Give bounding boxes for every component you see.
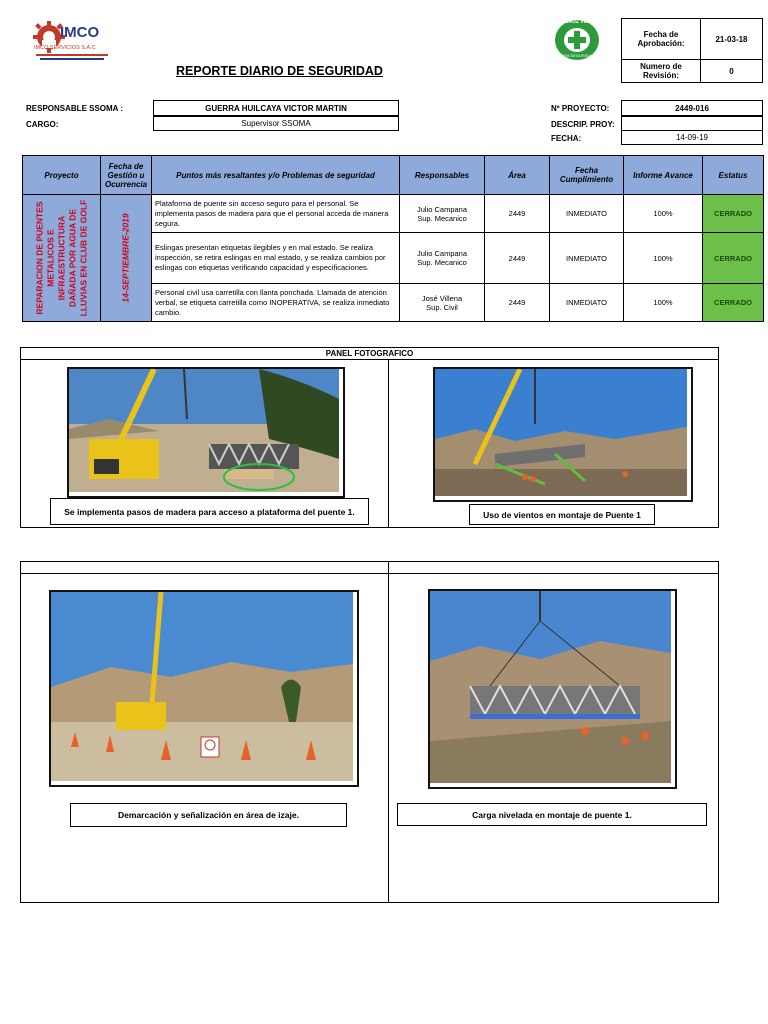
- responsible-role: Sup. Mecanico: [417, 213, 467, 223]
- row-fecha: INMEDIATO: [550, 233, 624, 284]
- date-cell: [101, 195, 152, 322]
- panel-divider: [388, 359, 389, 528]
- row-fecha: INMEDIATO: [550, 195, 624, 233]
- col-fecha-cumplimiento: Fecha Cumplimiento: [550, 156, 624, 195]
- project-name: [34, 200, 89, 317]
- logo-swoosh: [36, 54, 108, 56]
- responsible-name: Julio Campana: [416, 249, 468, 258]
- date-label: FECHA:: [551, 134, 582, 143]
- col-fecha-gestion: Fecha de Gestión u Ocurrencia: [101, 156, 152, 195]
- seal-text-bottom: PARA SEGURIDAD: [559, 53, 595, 58]
- row-avance: 100%: [624, 233, 703, 284]
- project-line: INFRAESTRUCTURA: [56, 215, 66, 301]
- date-value: 14-09-19: [621, 130, 763, 145]
- row-points: Plataforma de puente sin acceso seguro para el personal. Se implementa pasos de madera para que el personal acceda de manera segura.: [152, 195, 400, 233]
- seal-text-top: CRUZ VERDE: [565, 19, 598, 25]
- approval-date-value: 21-03-18: [700, 18, 763, 60]
- company-logo: [30, 18, 116, 66]
- safety-table: [22, 155, 764, 322]
- logo-brand: IMCO: [60, 24, 100, 41]
- approval-date-label: Fecha de Aprobación:: [621, 18, 701, 60]
- panel-title: PANEL FOTOGRAFICO: [20, 347, 719, 360]
- project-number-label: Nº PROYECTO:: [551, 104, 610, 113]
- responsible-role: Sup. Civil: [426, 302, 458, 312]
- revision-label: Numero de Revisión:: [621, 59, 701, 83]
- row-avance: 100%: [624, 284, 703, 322]
- photo-caption: Se implementa pasos de madera para acceso a plataforma del puente 1.: [50, 498, 369, 525]
- photo-caption: Demarcación y señalización en área de izaje.: [70, 803, 347, 827]
- project-number-value: 2449-016: [621, 100, 763, 116]
- cargo-label: CARGO:: [26, 120, 59, 129]
- row-avance: 100%: [624, 195, 703, 233]
- table-row: [23, 195, 764, 233]
- col-puntos: Puntos más resaltantes y/o Problemas de seguridad: [152, 156, 400, 195]
- row-area: 2449: [485, 284, 550, 322]
- logo-swoosh-2: [40, 58, 104, 60]
- row-responsible: [400, 195, 485, 233]
- col-responsables: Responsables: [400, 156, 485, 195]
- status-badge: CERRADO: [703, 195, 764, 233]
- photo-bridge-lift: [433, 367, 693, 502]
- row-area: 2449: [485, 233, 550, 284]
- col-area: Área: [485, 156, 550, 195]
- page-title: REPORTE DIARIO DE SEGURIDAD: [176, 64, 383, 78]
- project-line: METALICOS E: [45, 229, 55, 287]
- panel-header-strip: [20, 573, 719, 574]
- project-line: REPARACION DE PUENTES: [34, 201, 44, 315]
- status-badge: CERRADO: [703, 233, 764, 284]
- occurrence-date: 14-SEPTIEMBRE-2019: [120, 213, 131, 303]
- panel-divider: [388, 561, 389, 903]
- row-fecha: INMEDIATO: [550, 284, 624, 322]
- col-estatus: Estatus: [703, 156, 764, 195]
- project-line: DAÑADA POR AGUA DE: [67, 208, 77, 308]
- responsible-name: Julio Campana: [416, 204, 468, 214]
- project-line: LLUVIAS EN CLUB DE GOLF: [78, 199, 88, 317]
- row-responsible: [400, 233, 485, 284]
- responsible-role: Sup. Mecanico: [417, 258, 467, 267]
- photo-caption: Uso de vientos en montaje de Puente 1: [469, 504, 655, 525]
- row-points: Eslingas presentan etiquetas ilegibles y en mal estado. Se realiza inspección, se retira eslingas en mal estado, y se realiza cambios por eslingas con etiquetas verificando capacidad y especificaciones.: [152, 233, 400, 284]
- col-informe-avance: Informe Avance: [624, 156, 703, 195]
- row-area: 2449: [485, 195, 550, 233]
- responsable-label: RESPONSABLE SSOMA :: [26, 104, 124, 113]
- responsible-name: José Villena: [421, 293, 463, 303]
- descrip-label: DESCRIP. PROY:: [551, 120, 615, 129]
- table-header-row: [23, 156, 764, 195]
- photo-demarcation: [49, 590, 359, 787]
- row-responsible: [400, 284, 485, 322]
- col-proyecto: Proyecto: [23, 156, 101, 195]
- revision-value: 0: [700, 59, 763, 83]
- responsable-value: GUERRA HUILCAYA VICTOR MARTIN: [153, 100, 399, 116]
- photo-caption: Carga nivelada en montaje de puente 1.: [397, 803, 707, 826]
- project-cell: [23, 195, 101, 322]
- photo-crane-platform: [67, 367, 345, 498]
- logo-subtitle: IMCO SERVICIOS S.A.C: [34, 45, 96, 51]
- green-cross-seal: [553, 18, 601, 62]
- descrip-value: [621, 116, 763, 131]
- status-badge: CERRADO: [703, 284, 764, 322]
- cargo-value: Supervisor SSOMA: [153, 116, 399, 131]
- row-points: Personal civil usa carretilla con llanta ponchada. Llamada de atención verbal, se etiqueta carretilla como INOPERATIVA, se realiza inmediato cambio.: [152, 284, 400, 322]
- photo-leveled-load: [428, 589, 677, 789]
